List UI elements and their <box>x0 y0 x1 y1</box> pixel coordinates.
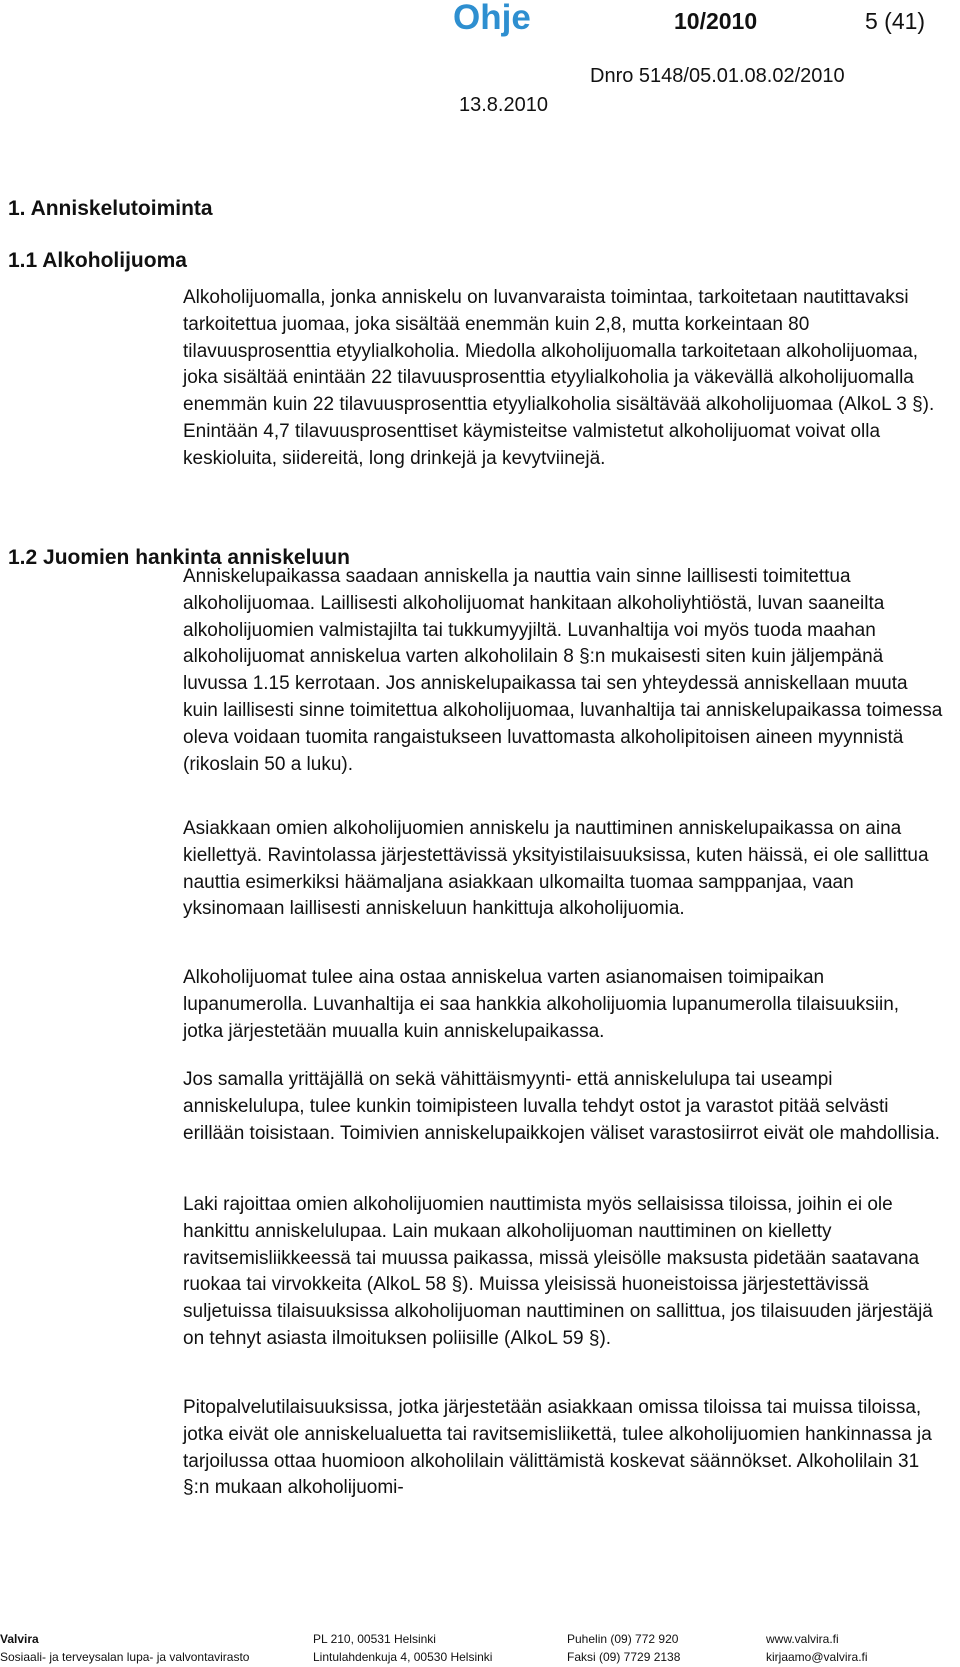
subsection-heading-procurement: 1.2 Juomien hankinta anniskeluun <box>8 546 350 569</box>
document-date: 13.8.2010 <box>459 94 548 116</box>
paragraph-catering: Pitopalvelutilaisuuksissa, jotka järjestetään asiakkaan omissa tiloissa tai muissa tiloissa, jotka eivät ole anniskelualuetta tai ravitsemisliikettä, tulee alkoholijuomien hankinnassa ja tarjoilussa ottaa huomioon alkoholilain välittämistä koskevat säännökset. Alkoholilain 31 §:n mukaan alkoholijuomi- <box>183 1397 932 1499</box>
footer-website: www.valvira.fi <box>766 1632 839 1646</box>
subsection-heading-alcohol: 1.1 Alkoholijuoma <box>8 249 187 272</box>
record-number: Dnro 5148/05.01.08.02/2010 <box>590 65 845 87</box>
footer-fax: Faksi (09) 7729 2138 <box>567 1650 681 1664</box>
paragraph-licence-number: Alkoholijuomat tulee aina ostaa anniskelua varten asianomaisen toimipaikan lupanumerolla. Luvanhaltija ei saa hankkia alkoholijuomia lupanumerolla tilaisuuksiin, jotka järjestetään muualla kuin anniskelupaikassa. <box>183 967 900 1042</box>
document-type-title: Ohje <box>453 0 531 37</box>
footer-org-full-name: Sosiaali- ja terveysalan lupa- ja valvontavirasto <box>0 1650 250 1664</box>
footer-postal-address: PL 210, 00531 Helsinki <box>313 1632 436 1646</box>
section-heading: 1. Anniskelutoiminta <box>8 197 213 220</box>
paragraph-lawful-supply: Anniskelupaikassa saadaan anniskella ja nauttia vain sinne laillisesti toimitettua alkoholijuomaa. Laillisesti alkoholijuomat hankitaan alkoholiyhtiöstä, luvan saaneilta alkoholijuomien valmistajilta tai tukkumyyjiltä. Luvanhaltija voi myös tuoda maahan alkoholijuomat anniskelua varten alkoholilain 8 §:n mukaisesti siten kuin jäljempänä luvussa 1.15 kerrotaan. Jos anniskelupaikassa tai sen yhteydessä anniskellaan muuta kuin laillisesti sinne toimitettua alkoholijuomaa, luvanhaltija tai anniskelupaikassa toimessa oleva voidaan tuomita rangaistukseen luvattomasta alkoholipitoisen aineen myynnistä (rikoslain 50 a luku). <box>183 566 943 775</box>
issue-number: 10/2010 <box>674 8 758 34</box>
footer-email: kirjaamo@valvira.fi <box>766 1650 868 1664</box>
paragraph-restrictions: Laki rajoittaa omien alkoholijuomien nauttimista myös sellaisissa tiloissa, joihin ei ole hankittu anniskelulupaa. Lain mukaan alkoholijuoman nauttiminen on kielletty ravitsemisliikkeessä tai muussa paikassa, missä yleisölle maksusta pidetään saatavana ruokaa tai virvokkeita (AlkoL 58 §). Muissa yleisissä huoneistoissa järjestettävissä suljetuissa tilaisuuksissa alkoholijuoman nauttiminen on sallittua, jos tilaisuuden järjestäjä on tehnyt asiasta ilmoituksen poliisille (AlkoL 59 §). <box>183 1194 933 1349</box>
paragraph-own-drinks: Asiakkaan omien alkoholijuomien anniskelu ja nauttiminen anniskelupaikassa on aina kiellettyä. Ravintolassa järjestettävissä yksityistilaisuuksissa, kuten häissä, ei ole sallittua nauttia esimerkiksi häämaljana asiakkaan ulkomailta tuomaa samppanjaa, vaan yksinomaan laillisesti anniskeluun hankittuja alkoholijuomia. <box>183 818 929 920</box>
paragraph-separate-stocks: Jos samalla yrittäjällä on sekä vähittäismyynti- että anniskelulupa tai useampi anniskelulupa, tulee kunkin toimipisteen luvalla tehdyt ostot ja varastot pitää selvästi erillään toisistaan. Toimivien anniskelupaikkojen väliset varastosiirrot eivät ole mahdollisia. <box>183 1069 940 1144</box>
page-number: 5 (41) <box>865 8 926 34</box>
footer-org-name: Valvira <box>0 1632 39 1646</box>
footer-phone: Puhelin (09) 772 920 <box>567 1632 679 1646</box>
paragraph-alcohol-definition: Alkoholijuomalla, jonka anniskelu on luvanvaraista toimintaa, tarkoitetaan nautittavaksi tarkoitettua juomaa, joka sisältää enemmän kuin 2,8, mutta korkeintaan 80 tilavuusprosenttia etyylialkoholia. Miedolla alkoholijuomalla tarkoitetaan alkoholijuomaa, joka sisältää enintään 22 tilavuusprosenttia etyylialkoholia ja väkevällä alkoholijuomalla enemmän kuin 22 tilavuusprosenttia etyylialkoholia sisältävää alkoholijuomaa (AlkoL 3 §). Enintään 4,7 tilavuusprosenttiset käymisteitse valmistetut alkoholijuomat voivat olla keskioluita, siidereitä, long drinkejä ja kevytviinejä. <box>183 287 935 469</box>
footer-street-address: Lintulahdenkuja 4, 00530 Helsinki <box>313 1650 493 1664</box>
